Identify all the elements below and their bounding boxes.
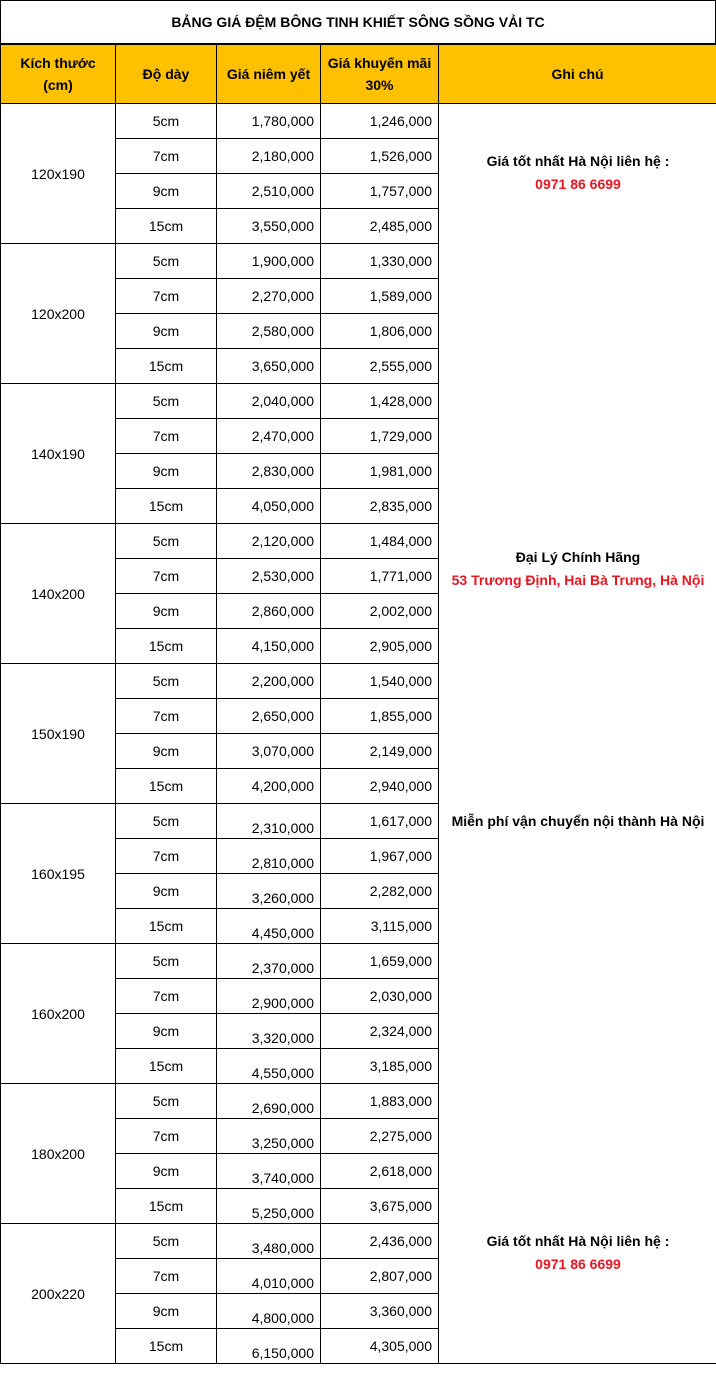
thickness-cell: 5cm <box>116 244 217 279</box>
note-dealer-title: Đại Lý Chính Hãng <box>515 549 641 565</box>
note-shipping-text: Miễn phí vận chuyển nội thành Hà Nội <box>451 813 705 829</box>
thickness-cell: 9cm <box>116 454 217 489</box>
promo-price-cell: 1,540,000 <box>321 664 439 699</box>
note-top-phone: 0971 86 6699 <box>535 176 621 192</box>
thickness-cell: 15cm <box>116 489 217 524</box>
list-price-cell: 3,250,000 <box>217 1119 321 1154</box>
thickness-cell: 15cm <box>116 1189 217 1224</box>
list-price-cell: 1,900,000 <box>217 244 321 279</box>
promo-price-cell: 1,526,000 <box>321 139 439 174</box>
promo-price-cell: 2,282,000 <box>321 874 439 909</box>
table-row <box>1 104 716 139</box>
size-cell: 160x195 <box>1 804 116 944</box>
thickness-cell: 9cm <box>116 874 217 909</box>
thickness-cell: 7cm <box>116 419 217 454</box>
list-price-cell: 5,250,000 <box>217 1189 321 1224</box>
header-promo-percent: 30% <box>365 77 394 93</box>
promo-price-cell: 1,589,000 <box>321 279 439 314</box>
promo-price-cell: 2,149,000 <box>321 734 439 769</box>
header-promo-price <box>321 45 439 104</box>
list-price-cell: 3,320,000 <box>217 1014 321 1049</box>
note-cell <box>439 104 716 1364</box>
promo-price-cell: 1,246,000 <box>321 104 439 139</box>
size-cell: 180x200 <box>1 1084 116 1224</box>
header-row <box>1 45 716 104</box>
promo-price-cell: 2,275,000 <box>321 1119 439 1154</box>
thickness-cell: 15cm <box>116 909 217 944</box>
promo-price-cell: 1,806,000 <box>321 314 439 349</box>
thickness-cell: 9cm <box>116 174 217 209</box>
promo-price-cell: 1,771,000 <box>321 559 439 594</box>
promo-price-cell: 1,659,000 <box>321 944 439 979</box>
note-dealer-address: 53 Trương Định, Hai Bà Trưng, Hà Nội <box>451 572 705 588</box>
promo-price-cell: 1,981,000 <box>321 454 439 489</box>
size-cell: 120x200 <box>1 244 116 384</box>
thickness-cell: 15cm <box>116 629 217 664</box>
list-price-cell: 3,550,000 <box>217 209 321 244</box>
promo-price-cell: 3,360,000 <box>321 1294 439 1329</box>
thickness-cell: 9cm <box>116 734 217 769</box>
header-thickness: Độ dày <box>116 45 217 104</box>
list-price-cell: 3,740,000 <box>217 1154 321 1189</box>
note-top-text: Giá tốt nhất Hà Nội liên hệ : <box>486 153 670 169</box>
promo-price-cell: 2,555,000 <box>321 349 439 384</box>
list-price-cell: 2,510,000 <box>217 174 321 209</box>
size-cell: 120x190 <box>1 104 116 244</box>
promo-price-cell: 2,002,000 <box>321 594 439 629</box>
list-price-cell: 4,010,000 <box>217 1259 321 1294</box>
thickness-cell: 9cm <box>116 314 217 349</box>
promo-price-cell: 2,807,000 <box>321 1259 439 1294</box>
list-price-cell: 2,900,000 <box>217 979 321 1014</box>
thickness-cell: 9cm <box>116 1014 217 1049</box>
list-price-cell: 3,260,000 <box>217 874 321 909</box>
thickness-cell: 7cm <box>116 1259 217 1294</box>
list-price-cell: 2,200,000 <box>217 664 321 699</box>
thickness-cell: 7cm <box>116 139 217 174</box>
list-price-cell: 2,270,000 <box>217 279 321 314</box>
list-price-cell: 2,580,000 <box>217 314 321 349</box>
list-price-cell: 3,650,000 <box>217 349 321 384</box>
thickness-cell: 7cm <box>116 559 217 594</box>
thickness-cell: 5cm <box>116 104 217 139</box>
list-price-cell: 2,120,000 <box>217 524 321 559</box>
thickness-cell: 5cm <box>116 664 217 699</box>
promo-price-cell: 2,940,000 <box>321 769 439 804</box>
promo-price-cell: 2,030,000 <box>321 979 439 1014</box>
list-price-cell: 4,050,000 <box>217 489 321 524</box>
size-cell: 140x190 <box>1 384 116 524</box>
size-cell: 200x220 <box>1 1224 116 1364</box>
price-table-body <box>1 104 716 1364</box>
header-size-unit: (cm) <box>43 77 73 93</box>
list-price-cell: 3,480,000 <box>217 1224 321 1259</box>
promo-price-cell: 1,729,000 <box>321 419 439 454</box>
promo-price-cell: 3,115,000 <box>321 909 439 944</box>
list-price-cell: 6,150,000 <box>217 1329 321 1364</box>
thickness-cell: 15cm <box>116 349 217 384</box>
promo-price-cell: 3,675,000 <box>321 1189 439 1224</box>
header-size <box>1 45 116 104</box>
list-price-cell: 2,180,000 <box>217 139 321 174</box>
thickness-cell: 7cm <box>116 699 217 734</box>
list-price-cell: 3,070,000 <box>217 734 321 769</box>
thickness-cell: 5cm <box>116 804 217 839</box>
thickness-cell: 5cm <box>116 384 217 419</box>
thickness-cell: 15cm <box>116 769 217 804</box>
size-cell: 140x200 <box>1 524 116 664</box>
note-bottom-phone: 0971 86 6699 <box>535 1256 621 1272</box>
note-top-contact <box>439 150 716 196</box>
promo-price-cell: 1,484,000 <box>321 524 439 559</box>
thickness-cell: 9cm <box>116 594 217 629</box>
thickness-cell: 5cm <box>116 1224 217 1259</box>
header-list-price: Giá niêm yết <box>217 45 321 104</box>
thickness-cell: 7cm <box>116 1119 217 1154</box>
promo-price-cell: 1,330,000 <box>321 244 439 279</box>
list-price-cell: 2,860,000 <box>217 594 321 629</box>
promo-price-cell: 1,855,000 <box>321 699 439 734</box>
thickness-cell: 15cm <box>116 209 217 244</box>
promo-price-cell: 1,757,000 <box>321 174 439 209</box>
header-promo-label: Giá khuyến mãi <box>327 55 432 71</box>
promo-price-cell: 2,436,000 <box>321 1224 439 1259</box>
list-price-cell: 2,690,000 <box>217 1084 321 1119</box>
thickness-cell: 5cm <box>116 524 217 559</box>
thickness-cell: 15cm <box>116 1329 217 1364</box>
promo-price-cell: 1,617,000 <box>321 804 439 839</box>
list-price-cell: 4,200,000 <box>217 769 321 804</box>
list-price-cell: 1,780,000 <box>217 104 321 139</box>
list-price-cell: 2,830,000 <box>217 454 321 489</box>
list-price-cell: 4,550,000 <box>217 1049 321 1084</box>
promo-price-cell: 2,905,000 <box>321 629 439 664</box>
thickness-cell: 5cm <box>116 944 217 979</box>
header-note: Ghi chú <box>439 45 716 104</box>
list-price-cell: 2,530,000 <box>217 559 321 594</box>
promo-price-cell: 2,618,000 <box>321 1154 439 1189</box>
list-price-cell: 4,450,000 <box>217 909 321 944</box>
promo-price-cell: 3,185,000 <box>321 1049 439 1084</box>
note-bottom-text: Giá tốt nhất Hà Nội liên hệ : <box>486 1233 670 1249</box>
header-size-label: Kích thước <box>20 55 96 71</box>
promo-price-cell: 2,485,000 <box>321 209 439 244</box>
list-price-cell: 2,370,000 <box>217 944 321 979</box>
promo-price-cell: 2,324,000 <box>321 1014 439 1049</box>
size-cell: 150x190 <box>1 664 116 804</box>
thickness-cell: 5cm <box>116 1084 217 1119</box>
list-price-cell: 4,150,000 <box>217 629 321 664</box>
thickness-cell: 9cm <box>116 1154 217 1189</box>
note-dealer <box>439 546 716 592</box>
list-price-cell: 2,470,000 <box>217 419 321 454</box>
list-price-cell: 4,800,000 <box>217 1294 321 1329</box>
price-table <box>0 44 716 1364</box>
list-price-cell: 2,650,000 <box>217 699 321 734</box>
promo-price-cell: 1,428,000 <box>321 384 439 419</box>
list-price-cell: 2,040,000 <box>217 384 321 419</box>
thickness-cell: 15cm <box>116 1049 217 1084</box>
promo-price-cell: 4,305,000 <box>321 1329 439 1364</box>
list-price-cell: 2,310,000 <box>217 804 321 839</box>
promo-price-cell: 1,883,000 <box>321 1084 439 1119</box>
thickness-cell: 7cm <box>116 839 217 874</box>
promo-price-cell: 2,835,000 <box>321 489 439 524</box>
sheet-title: BẢNG GIÁ ĐỆM BÔNG TINH KHIẾT SÔNG SỒNG VẢI TC <box>0 0 716 44</box>
promo-price-cell: 1,967,000 <box>321 839 439 874</box>
size-cell: 160x200 <box>1 944 116 1084</box>
note-bottom-contact <box>439 1230 716 1276</box>
thickness-cell: 9cm <box>116 1294 217 1329</box>
list-price-cell: 2,810,000 <box>217 839 321 874</box>
thickness-cell: 7cm <box>116 279 217 314</box>
thickness-cell: 7cm <box>116 979 217 1014</box>
note-shipping <box>439 810 716 833</box>
